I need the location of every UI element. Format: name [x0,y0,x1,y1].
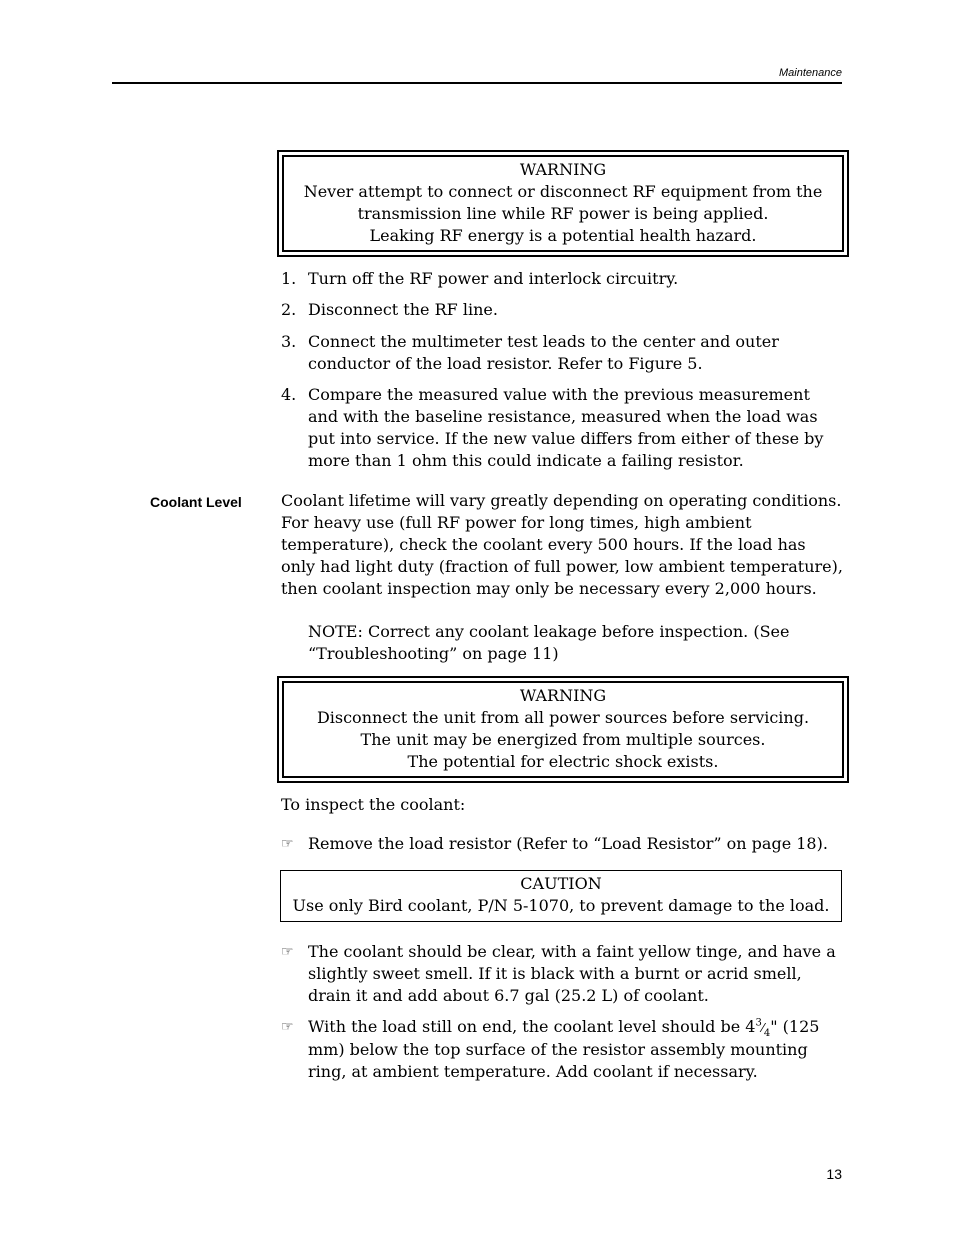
caution-box [280,870,842,922]
step-number: 4. [281,385,297,404]
warning-box-power [277,676,849,783]
running-header: Maintenance [779,67,842,79]
bullet-text-end: " (125 mm) below the top surface of the resistor assembly mounting ring, at ambient temperature. Add coolant if necessary. [308,1017,820,1081]
warning-title: WARNING [519,160,607,179]
section-heading-coolant-level: Coolant Level [150,494,242,510]
warning-line: The potential for electric shock exists. [407,752,719,771]
warning-line: Disconnect the unit from all power sources before servicing. [316,708,810,727]
header-rule [112,82,842,84]
step-text: Disconnect the RF line. [308,300,498,319]
step-4 [281,384,841,472]
coolant-paragraph: Coolant lifetime will vary greatly depending on operating conditions. For heavy use (full RF power for long times, high ambient temperature), check the coolant every 500 hours. If the load has only had light duty (fraction of full power, low ambient temperature), then coolant inspection may only be necessary every 2,000 hours. [281,491,843,598]
bullet-remove-resistor [281,833,841,855]
step-1 [281,268,841,290]
inspect-intro: To inspect the coolant: [281,795,466,814]
step-number: 2. [281,300,297,319]
step-2 [281,299,841,321]
warning-title: WARNING [519,686,607,705]
bullet-text: With the load still on end, the coolant level should be $4^3⁄_4$" (125 mm) below the top surface of the resistor assembly mounting ring, at ambient temperature. Add coolant if necessary. [308,1017,820,1081]
pointing-hand-icon: ☞ [281,836,294,852]
step-number: 3. [281,332,297,351]
bullet-coolant-appearance [281,941,841,1007]
step-text: Connect the multimeter test leads to the center and outer conductor of the load resistor. Refer to Figure 5. [308,332,779,373]
step-text: Turn off the RF power and interlock circuitry. [308,269,679,288]
bullet-coolant-level [281,1016,841,1083]
warning-line: The unit may be energized from multiple sources. [360,730,766,749]
warning-line: Never attempt to connect or disconnect RF equipment from the [303,182,823,201]
page-number: 13 [826,1166,842,1182]
bullet-text-start: With the load still on end, the coolant level should be 4 [308,1017,756,1036]
warning-line: transmission line while RF power is being applied. [357,204,769,223]
fraction-numerator: 3 [755,1017,762,1029]
coolant-note: NOTE: Correct any coolant leakage before inspection. (See “Troubleshooting” on page 11) [308,622,790,663]
bullet-text: Remove the load resistor (Refer to “Load Resistor” on page 18). [308,834,828,853]
pointing-hand-icon: ☞ [281,1019,294,1035]
warning-box-rf [277,150,849,257]
caution-title: CAUTION [520,874,602,893]
step-text: Compare the measured value with the previous measurement and with the baseline resistance, measured when the load was put into service. If the new value differs from either of these by more than 1 ohm this could indicate a failing resistor. [308,385,824,470]
step-3 [281,331,841,375]
warning-line: Leaking RF energy is a potential health hazard. [369,226,757,245]
fraction-denominator: 4 [763,1028,771,1040]
caution-text: Use only Bird coolant, P/N 5-1070, to prevent damage to the load. [292,896,830,915]
pointing-hand-icon: ☞ [281,944,294,960]
warning-box-power-inner [282,681,844,778]
warning-box-rf-inner [282,155,844,252]
bullet-text: The coolant should be clear, with a faint yellow tinge, and have a slightly sweet smell. If it is black with a burnt or acrid smell, drain it and add about 6.7 gal (25.2 L) of coolant. [308,942,836,1005]
step-number: 1. [281,269,297,288]
